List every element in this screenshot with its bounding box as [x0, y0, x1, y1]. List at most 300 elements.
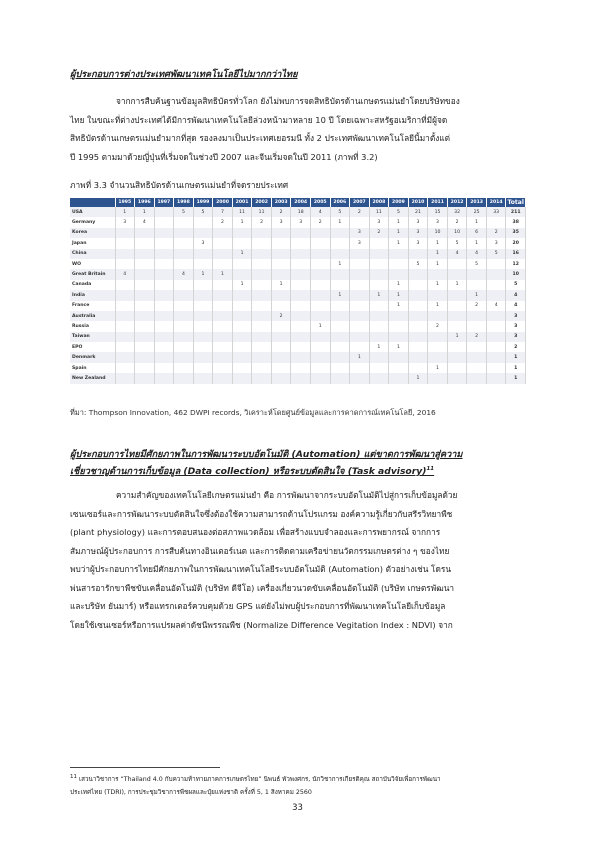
table-cell	[252, 290, 272, 300]
table-cell	[447, 259, 467, 269]
table-cell: 11	[252, 207, 272, 217]
table-cell	[232, 352, 252, 362]
table-cell	[428, 332, 448, 342]
table-cell: 3	[193, 238, 213, 248]
table-cell	[271, 342, 291, 352]
table-cell	[232, 269, 252, 279]
paragraph-line: ปี 1995 ตามมาด้วยญี่ปุ่นที่เริ่มจดในช่วงปี 2007 และจีนเริ่มจดในปี 2011 (ภาพที่ 3.2)	[70, 151, 378, 162]
table-cell	[350, 280, 370, 290]
table-cell: 11	[369, 207, 389, 217]
table-cell	[350, 321, 370, 331]
table-cell: 11	[232, 207, 252, 217]
table-cell: 1	[115, 207, 135, 217]
table-cell	[369, 280, 389, 290]
table-cell: 2	[271, 207, 291, 217]
table-cell	[193, 301, 213, 311]
table-cell	[330, 332, 350, 342]
table-cell	[193, 321, 213, 331]
table-cell	[232, 238, 252, 248]
table-cell: 3	[408, 217, 428, 227]
table-cell: 5	[193, 207, 213, 217]
table-cell	[486, 280, 506, 290]
table-cell	[174, 238, 194, 248]
table-cell	[252, 228, 272, 238]
table-cell: 1	[428, 301, 448, 311]
table-row	[70, 217, 526, 227]
table-cell	[135, 280, 155, 290]
table-cell	[252, 301, 272, 311]
table-cell	[291, 290, 311, 300]
table-row	[70, 228, 526, 238]
table-cell	[350, 259, 370, 269]
table-cell	[135, 238, 155, 248]
total-cell: 3	[506, 321, 526, 331]
table-cell: 1	[232, 280, 252, 290]
table-cell: 4	[467, 249, 487, 259]
table-cell: 10	[447, 228, 467, 238]
table-cell: 1	[213, 269, 233, 279]
country-cell: Great Britain	[70, 269, 115, 279]
table-row	[70, 301, 526, 311]
table-cell: 5	[467, 259, 487, 269]
table-cell	[252, 342, 272, 352]
year-column-header: 1995	[115, 198, 135, 207]
table-cell	[330, 249, 350, 259]
table-cell	[154, 301, 174, 311]
table-cell: 25	[467, 207, 487, 217]
table-cell	[174, 311, 194, 321]
table-cell: 2	[350, 207, 370, 217]
table-cell	[193, 342, 213, 352]
table-cell	[135, 290, 155, 300]
total-cell: 211	[506, 207, 526, 217]
country-cell: Russia	[70, 321, 115, 331]
table-cell	[154, 217, 174, 227]
table-cell: 2	[447, 217, 467, 227]
table-cell	[135, 228, 155, 238]
table-cell	[291, 373, 311, 383]
table-cell	[193, 228, 213, 238]
figure-caption: ภาพที่ 3.3 จำนวนสิทธิบัตรด้านเกษตรแม่นยำที่จดรายประเทศ	[70, 180, 289, 190]
table-cell	[154, 259, 174, 269]
table-cell	[486, 363, 506, 373]
table-cell	[174, 280, 194, 290]
table-cell	[193, 280, 213, 290]
table-cell: 3	[350, 238, 370, 248]
table-cell	[447, 373, 467, 383]
table-cell	[428, 352, 448, 362]
table-cell	[467, 311, 487, 321]
table-cell: 1	[467, 217, 487, 227]
table-cell	[154, 363, 174, 373]
table-row	[70, 290, 526, 300]
table-cell	[467, 352, 487, 362]
table-cell	[369, 332, 389, 342]
table-cell	[115, 249, 135, 259]
table-cell: 1	[389, 280, 409, 290]
table-cell	[310, 311, 330, 321]
table-cell	[369, 373, 389, 383]
country-cell: France	[70, 301, 115, 311]
table-cell	[350, 332, 370, 342]
total-cell: 3	[506, 311, 526, 321]
table-cell	[193, 249, 213, 259]
table-cell	[486, 217, 506, 227]
table-cell	[310, 342, 330, 352]
table-cell	[213, 373, 233, 383]
table-cell	[252, 269, 272, 279]
table-cell	[271, 321, 291, 331]
table-cell	[252, 311, 272, 321]
table-cell	[135, 321, 155, 331]
table-cell	[213, 352, 233, 362]
total-cell: 20	[506, 238, 526, 248]
table-cell	[389, 269, 409, 279]
table-cell	[447, 363, 467, 373]
table-cell	[213, 342, 233, 352]
table-cell: 5	[486, 249, 506, 259]
table-row	[70, 269, 526, 279]
table-cell: 1	[428, 238, 448, 248]
table-cell	[271, 332, 291, 342]
table-cell	[174, 249, 194, 259]
table-cell: 2	[310, 217, 330, 227]
table-cell: 1	[447, 332, 467, 342]
page-number: 33	[292, 803, 303, 813]
table-cell	[330, 269, 350, 279]
table-cell	[115, 352, 135, 362]
table-cell	[154, 373, 174, 383]
table-cell	[271, 373, 291, 383]
table-cell	[135, 342, 155, 352]
table-cell	[467, 321, 487, 331]
table-cell	[135, 363, 155, 373]
paragraph-foreign-leaders	[70, 92, 525, 166]
table-cell: 33	[486, 207, 506, 217]
table-cell	[467, 373, 487, 383]
table-cell	[447, 269, 467, 279]
table-cell	[408, 249, 428, 259]
table-cell	[232, 332, 252, 342]
section-heading-thai-potential	[70, 448, 530, 479]
table-row	[70, 207, 526, 217]
table-row	[70, 311, 526, 321]
table-cell	[310, 352, 330, 362]
table-cell: 4	[174, 269, 194, 279]
table-row	[70, 238, 526, 248]
table-cell: 4	[115, 269, 135, 279]
table-header-row	[70, 198, 526, 207]
table-cell	[213, 280, 233, 290]
section-heading-foreign-leaders: ผู้ประกอบการต่างประเทศพัฒนาเทคโนโลยีไปมากกว่าไทย	[70, 69, 298, 80]
table-cell	[174, 321, 194, 331]
table-cell	[252, 363, 272, 373]
table-cell	[271, 259, 291, 269]
table-cell: 3	[369, 217, 389, 227]
table-cell	[310, 301, 330, 311]
table-cell	[213, 290, 233, 300]
table-cell	[389, 249, 409, 259]
table-cell	[213, 259, 233, 269]
table-cell	[330, 311, 350, 321]
table-cell: 1	[193, 269, 213, 279]
table-cell	[115, 311, 135, 321]
table-cell	[408, 290, 428, 300]
table-cell: 5	[447, 238, 467, 248]
paragraph-line: และบริษัท ยันมาร์) หรือแทรกเตอร์ควบคุมด้วย GPS แต่ยังไม่พบผู้ประกอบการที่พัฒนาเทคโนโลยีเก็บข้อมูล	[70, 601, 446, 611]
table-cell: 1	[389, 290, 409, 300]
year-column-header: 2014	[486, 198, 506, 207]
paragraph-line: สัมภาษณ์ผู้ประกอบการ การสืบค้นทางอินเตอร์เนต และการติดตามเครือข่ายนวัตกรรมเกษตรต่าง ๆ ของไทย	[70, 545, 450, 556]
table-cell	[154, 342, 174, 352]
table-cell	[252, 259, 272, 269]
table-row	[70, 373, 526, 383]
table-cell	[271, 290, 291, 300]
table-cell: 1	[135, 207, 155, 217]
table-cell: 2	[467, 332, 487, 342]
paragraph-line: ไทย ในขณะที่ต่างประเทศได้มีการพัฒนาเทคโนโลยีล่วงหน้ามาหลาย 10 ปี โดยเฉพาะสหรัฐอเมริกาที่มีผู้จด	[70, 114, 448, 125]
table-cell	[115, 238, 135, 248]
year-column-header: 1997	[154, 198, 174, 207]
table-cell	[135, 311, 155, 321]
table-cell	[115, 228, 135, 238]
table-cell	[291, 269, 311, 279]
year-column-header: 2004	[291, 198, 311, 207]
table-cell	[310, 290, 330, 300]
year-column-header: 1998	[174, 198, 194, 207]
table-cell: 4	[447, 249, 467, 259]
footnote	[70, 771, 530, 799]
table-cell	[115, 321, 135, 331]
table-cell	[174, 228, 194, 238]
table-cell	[447, 290, 467, 300]
table-cell: 1	[447, 280, 467, 290]
table-cell	[135, 332, 155, 342]
total-cell: 12	[506, 259, 526, 269]
table-cell: 1	[330, 290, 350, 300]
table-cell	[291, 352, 311, 362]
table-cell: 5	[330, 207, 350, 217]
table-row	[70, 249, 526, 259]
table-cell	[115, 290, 135, 300]
table-cell	[174, 217, 194, 227]
table-cell: 4	[135, 217, 155, 227]
table-cell	[115, 373, 135, 383]
table-cell	[291, 321, 311, 331]
table-cell	[350, 311, 370, 321]
table-cell	[174, 259, 194, 269]
year-column-header: 1996	[135, 198, 155, 207]
table-cell	[213, 321, 233, 331]
year-column-header: 2000	[213, 198, 233, 207]
table-cell	[428, 342, 448, 352]
table-cell	[232, 228, 252, 238]
table-cell: 3	[115, 217, 135, 227]
table-cell	[154, 352, 174, 362]
table-cell	[271, 352, 291, 362]
table-cell: 2	[271, 311, 291, 321]
table-cell	[115, 259, 135, 269]
table-cell	[135, 373, 155, 383]
country-cell: Taiwan	[70, 332, 115, 342]
total-cell: 1	[506, 363, 526, 373]
table-cell: 1	[428, 280, 448, 290]
table-cell: 32	[447, 207, 467, 217]
table-cell: 3	[291, 217, 311, 227]
table-row	[70, 280, 526, 290]
table-cell	[154, 280, 174, 290]
table-cell	[389, 332, 409, 342]
table-cell: 1	[369, 290, 389, 300]
year-column-header: 2010	[408, 198, 428, 207]
table-cell	[154, 290, 174, 300]
table-cell	[467, 363, 487, 373]
table-cell	[447, 342, 467, 352]
table-cell	[447, 321, 467, 331]
paragraph-line: เซนเซอร์และการพัฒนาระบบตัดสินใจซึ่งต้องใช้ความสามารถด้านโปรแกรม องค์ความรู้เกี่ยวกับสรีรวิทยาพืช	[70, 508, 453, 519]
table-cell	[213, 228, 233, 238]
table-cell	[115, 332, 135, 342]
table-cell: 1	[467, 290, 487, 300]
table-cell	[213, 249, 233, 259]
table-cell: 1	[428, 249, 448, 259]
table-cell: 1	[389, 342, 409, 352]
table-cell	[369, 321, 389, 331]
footnote-divider	[70, 767, 220, 768]
paragraph-line: โดยใช้เซนเซอร์หรือการแปรผลค่าดัชนีพรรณพืช (Normalize Difference Vegitation Index : NDVI) จาก	[70, 619, 453, 630]
table-cell	[154, 238, 174, 248]
footnote-reference[interactable]: 11	[426, 466, 435, 472]
table-cell	[408, 311, 428, 321]
table-cell	[310, 332, 330, 342]
country-cell: China	[70, 249, 115, 259]
table-cell: 1	[389, 238, 409, 248]
table-cell	[252, 352, 272, 362]
table-body	[70, 207, 526, 384]
table-cell	[252, 238, 272, 248]
paragraph-line: สิทธิบัตรด้านเกษตรแม่นยำมากที่สุด รองลงมาเป็นประเทศเยอรมนี ทั้ง 2 ประเทศพัฒนาเทคโนโลยีนี้มาตั้งแต่	[70, 133, 450, 143]
country-column-header	[70, 198, 115, 207]
total-cell: 1	[506, 373, 526, 383]
table-cell	[486, 311, 506, 321]
table-cell	[135, 301, 155, 311]
table-cell: 2	[467, 301, 487, 311]
table-cell	[232, 290, 252, 300]
table-cell: 1	[389, 228, 409, 238]
paragraph-line: พ่นสารอารักขาพืชขับเคลื่อนอัตโนมัติ (บริษัท ดีจีโอ) เครื่องเกี่ยวนวดขับเคลื่อนอัตโนมัติ (บริษัท เกษตรพัฒนา	[70, 582, 455, 593]
table-cell: 2	[369, 228, 389, 238]
total-cell: 5	[506, 280, 526, 290]
total-cell: 4	[506, 301, 526, 311]
table-cell: 1	[408, 373, 428, 383]
table-cell	[154, 321, 174, 331]
table-cell	[350, 217, 370, 227]
table-cell: 21	[408, 207, 428, 217]
table-cell	[291, 249, 311, 259]
footnote-number: 11	[70, 774, 77, 780]
table-cell	[369, 352, 389, 362]
table-cell: 3	[486, 238, 506, 248]
table-cell	[350, 290, 370, 300]
table-cell: 1	[271, 280, 291, 290]
table-cell	[330, 228, 350, 238]
table-cell: 2	[428, 321, 448, 331]
table-cell	[174, 373, 194, 383]
table-cell	[193, 290, 213, 300]
table-row	[70, 259, 526, 269]
table-cell: 1	[232, 217, 252, 227]
table-cell	[330, 342, 350, 352]
table-cell	[310, 238, 330, 248]
total-cell: 3	[506, 332, 526, 342]
table-cell	[467, 342, 487, 352]
table-cell	[252, 373, 272, 383]
total-cell: 4	[506, 290, 526, 300]
table-cell	[486, 332, 506, 342]
table-cell	[291, 311, 311, 321]
table-cell	[408, 269, 428, 279]
country-cell: EPO	[70, 342, 115, 352]
table-cell	[330, 373, 350, 383]
table-cell	[350, 269, 370, 279]
table-cell	[232, 259, 252, 269]
paragraph-line: (plant physiology) และการตอบสนองต่อสภาพแวดล้อม เพื่อสร้างแบบจำลองและการพยากรณ์ จากการ	[70, 527, 441, 537]
table-cell	[291, 342, 311, 352]
table-cell	[115, 280, 135, 290]
table-cell: 1	[467, 238, 487, 248]
table-cell	[135, 249, 155, 259]
heading-line: ผู้ประกอบการไทยมีศักยภาพในการพัฒนาระบบอัตโนมัติ (Automation) แต่ขาดการพัฒนาสู่ความ	[70, 449, 463, 460]
table-cell	[213, 238, 233, 248]
table-cell	[350, 301, 370, 311]
table-row	[70, 363, 526, 373]
table-cell	[271, 249, 291, 259]
table-cell	[389, 373, 409, 383]
paragraph-line: พบว่าผู้ประกอบการไทยมีศักยภาพในการพัฒนาเทคโนโลยีระบบอัตโนมัติ (Automation) ตัวอย่างเช่น โดรน	[70, 564, 451, 574]
table-cell	[213, 311, 233, 321]
country-cell: Australia	[70, 311, 115, 321]
table-cell	[193, 373, 213, 383]
total-cell: 2	[506, 342, 526, 352]
table-cell	[174, 352, 194, 362]
table-cell: 5	[389, 207, 409, 217]
table-cell	[350, 373, 370, 383]
table-cell	[193, 332, 213, 342]
total-column-header: Total	[507, 199, 524, 206]
table-cell	[310, 259, 330, 269]
table-cell	[369, 238, 389, 248]
table-cell	[447, 301, 467, 311]
table-cell	[174, 290, 194, 300]
table-cell	[174, 301, 194, 311]
table-cell: 1	[389, 217, 409, 227]
paragraph-line: ความสำคัญของเทคโนโลยีเกษตรแม่นยำ คือ การพัฒนาจากระบบอัตโนมัติไปสู่การเก็บข้อมูลด้วย	[116, 490, 458, 500]
table-cell	[174, 342, 194, 352]
table-cell	[271, 301, 291, 311]
table-cell	[428, 269, 448, 279]
footnote-text: เสวนาวิชาการ “Thailand 4.0 กับความท้าทายภาคการเกษตรไทย” นิพนธ์ พัวพงศกร, นักวิชาการเกียรติคุณ สถาบันวิจัยเพื่อการพัฒนา	[79, 776, 441, 784]
table-cell	[232, 301, 252, 311]
table-cell	[135, 352, 155, 362]
table-cell	[389, 311, 409, 321]
table-cell: 6	[467, 228, 487, 238]
table-cell	[252, 280, 272, 290]
table-cell	[408, 332, 428, 342]
table-cell	[408, 363, 428, 373]
footnote-line	[70, 771, 530, 786]
year-column-header: 2013	[467, 198, 487, 207]
table-cell	[486, 290, 506, 300]
